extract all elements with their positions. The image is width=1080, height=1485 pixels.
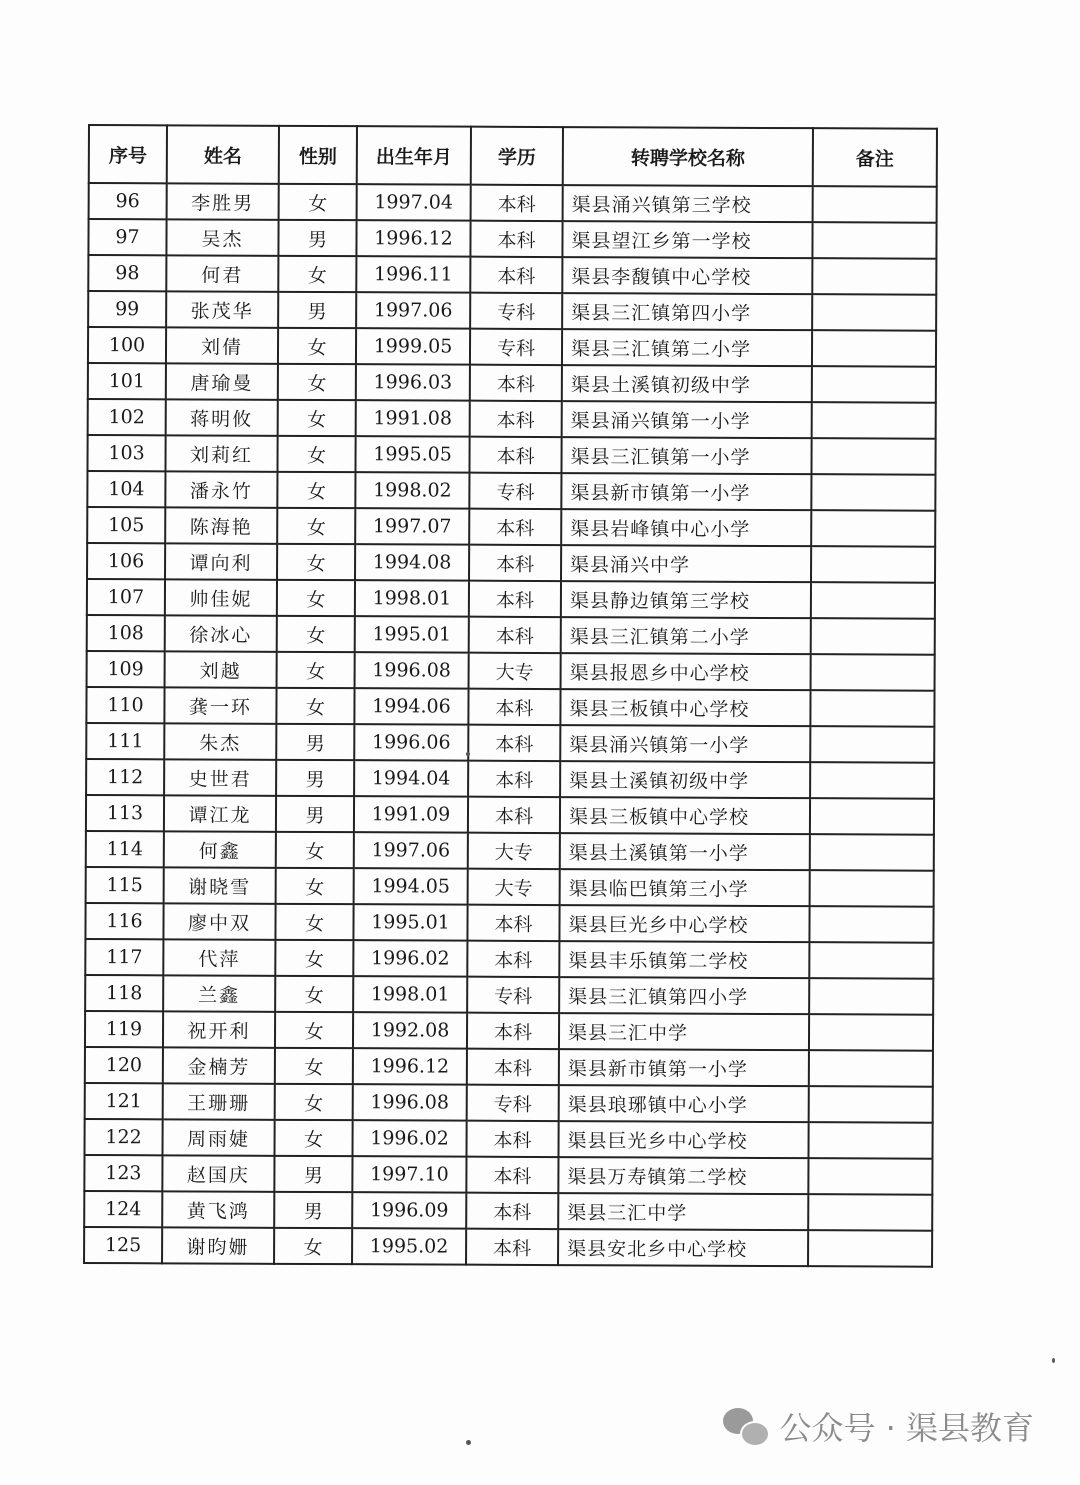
cell-remarks — [809, 1086, 933, 1123]
cell-remarks — [808, 1122, 932, 1159]
table-row — [84, 1227, 932, 1267]
cell-education: 本科 — [469, 437, 561, 473]
cell-education: 本科 — [470, 401, 562, 437]
cell-education: 本科 — [466, 1193, 558, 1229]
cell-education: 专科 — [470, 293, 562, 329]
cell-school: 渠县报恩乡中心学校 — [561, 653, 811, 690]
cell-index: 113 — [86, 795, 164, 831]
scan-speck — [466, 1440, 471, 1445]
cell-remarks — [809, 1050, 933, 1087]
cell-gender: 女 — [275, 1084, 353, 1120]
cell-index: 100 — [88, 327, 166, 363]
table-row — [85, 1119, 933, 1159]
cell-remarks — [811, 654, 935, 691]
cell-remarks — [812, 402, 936, 439]
cell-remarks — [810, 762, 934, 799]
cell-name: 谭向利 — [165, 543, 277, 579]
table-row — [86, 687, 934, 727]
table-body — [84, 183, 937, 1267]
cell-education: 专科 — [467, 1085, 559, 1121]
cell-remarks — [812, 258, 936, 295]
cell-index: 119 — [85, 1011, 163, 1047]
header-education: 学历 — [471, 127, 563, 185]
header-remarks: 备注 — [813, 128, 937, 187]
cell-gender: 女 — [278, 256, 356, 292]
cell-index: 105 — [87, 507, 165, 543]
table-row — [87, 471, 935, 511]
cell-education: 本科 — [470, 221, 562, 257]
table-row — [85, 903, 933, 943]
cell-gender: 女 — [274, 1120, 352, 1156]
cell-index: 124 — [84, 1191, 162, 1227]
cell-education: 本科 — [466, 1121, 558, 1157]
cell-index: 106 — [87, 543, 165, 579]
cell-birth: 1996.08 — [353, 1084, 467, 1120]
cell-school: 渠县琅琊镇中心小学 — [559, 1085, 809, 1122]
cell-birth: 1996.06 — [354, 724, 468, 760]
watermark-text: 公众号 · 渠县教育 — [779, 1409, 1034, 1447]
cell-education: 专科 — [467, 977, 559, 1013]
cell-education: 本科 — [467, 905, 559, 941]
cell-gender: 女 — [278, 400, 356, 436]
cell-index: 109 — [87, 651, 165, 687]
cell-school: 渠县新市镇第一小学 — [559, 1049, 809, 1086]
cell-school: 渠县岩峰镇中心小学 — [561, 509, 811, 546]
cell-name: 潘永竹 — [165, 471, 277, 507]
cell-gender: 女 — [278, 364, 356, 400]
cell-school: 渠县巨光乡中心学校 — [559, 905, 809, 942]
cell-birth: 1994.04 — [354, 760, 468, 796]
cell-name: 徐冰心 — [165, 615, 277, 651]
cell-index: 103 — [87, 435, 165, 471]
table-row — [84, 1191, 932, 1231]
cell-education: 专科 — [469, 473, 561, 509]
cell-school: 渠县三汇中学 — [559, 1013, 809, 1050]
cell-index: 97 — [88, 219, 166, 255]
watermark — [723, 1403, 1034, 1449]
cell-birth: 1994.06 — [354, 688, 468, 724]
cell-gender: 女 — [277, 436, 355, 472]
cell-birth: 1999.05 — [356, 328, 470, 364]
table-row — [89, 183, 937, 223]
cell-name: 何鑫 — [164, 831, 276, 867]
cell-education: 大专 — [469, 653, 561, 689]
table-row — [85, 1047, 933, 1087]
cell-index: 118 — [85, 975, 163, 1011]
cell-birth: 1998.01 — [355, 580, 469, 616]
cell-gender: 女 — [277, 652, 355, 688]
cell-remarks — [813, 186, 937, 223]
cell-name: 刘越 — [165, 651, 277, 687]
cell-gender: 女 — [276, 868, 354, 904]
cell-gender: 女 — [275, 1048, 353, 1084]
cell-birth: 1997.06 — [356, 292, 470, 328]
cell-education: 本科 — [468, 725, 560, 761]
table-row — [87, 651, 935, 691]
table-row — [88, 219, 936, 259]
cell-index: 98 — [88, 255, 166, 291]
cell-gender: 女 — [276, 832, 354, 868]
cell-name: 周雨婕 — [163, 1119, 275, 1155]
cell-name: 谭江龙 — [164, 795, 276, 831]
cell-gender: 女 — [277, 580, 355, 616]
cell-name: 黄飞鸿 — [162, 1191, 274, 1227]
header-name: 姓名 — [167, 125, 279, 183]
cell-gender: 女 — [277, 544, 355, 580]
cell-index: 120 — [85, 1047, 163, 1083]
cell-gender: 女 — [276, 688, 354, 724]
cell-birth: 1995.05 — [355, 436, 469, 472]
cell-gender: 男 — [278, 292, 356, 328]
cell-school: 渠县望江乡第一学校 — [562, 221, 812, 258]
table-row — [88, 255, 936, 295]
cell-school: 渠县涌兴镇第三学校 — [563, 185, 813, 222]
cell-school: 渠县李馥镇中心学校 — [562, 257, 812, 294]
cell-name: 张茂华 — [166, 291, 278, 327]
cell-index: 110 — [86, 687, 164, 723]
cell-name: 陈海艳 — [165, 507, 277, 543]
cell-birth: 1991.09 — [354, 796, 468, 832]
cell-birth: 1998.01 — [353, 976, 467, 1012]
cell-birth: 1996.02 — [353, 940, 467, 976]
cell-school: 渠县土溪镇初级中学 — [560, 761, 810, 798]
cell-name: 唐瑜曼 — [166, 363, 278, 399]
cell-name: 朱杰 — [164, 723, 276, 759]
cell-birth: 1995.01 — [353, 904, 467, 940]
cell-school: 渠县新市镇第一小学 — [561, 473, 811, 510]
cell-name: 李胜男 — [167, 183, 279, 219]
cell-school: 渠县土溪镇第一小学 — [560, 833, 810, 870]
cell-gender: 女 — [277, 616, 355, 652]
table-row — [85, 1011, 933, 1051]
cell-remarks — [808, 1230, 932, 1267]
cell-name: 金楠芳 — [163, 1047, 275, 1083]
cell-education: 本科 — [468, 761, 560, 797]
cell-name: 刘倩 — [166, 327, 278, 363]
header-gender: 性别 — [279, 126, 357, 184]
cell-school: 渠县三汇镇第四小学 — [559, 977, 809, 1014]
cell-remarks — [809, 978, 933, 1015]
table-row — [86, 831, 934, 871]
cell-remarks — [812, 222, 936, 259]
cell-remarks — [811, 510, 935, 547]
cell-gender: 男 — [274, 1192, 352, 1228]
table-row — [86, 795, 934, 835]
cell-education: 本科 — [468, 797, 560, 833]
table-row — [88, 399, 936, 439]
cell-index: 121 — [85, 1083, 163, 1119]
cell-school: 渠县三汇镇第一小学 — [561, 437, 811, 474]
cell-school: 渠县丰乐镇第二学校 — [559, 941, 809, 978]
cell-gender: 女 — [274, 1228, 352, 1264]
cell-remarks — [811, 438, 935, 475]
cell-index: 114 — [86, 831, 164, 867]
cell-gender: 女 — [278, 328, 356, 364]
cell-birth: 1997.06 — [354, 832, 468, 868]
cell-school: 渠县静边镇第三学校 — [561, 581, 811, 618]
cell-index: 104 — [87, 471, 165, 507]
cell-name: 谢昀姗 — [162, 1227, 274, 1263]
cell-gender: 女 — [275, 904, 353, 940]
cell-name: 祝开利 — [163, 1011, 275, 1047]
cell-school: 渠县涌兴镇第一小学 — [560, 725, 810, 762]
cell-index: 116 — [85, 903, 163, 939]
cell-birth: 1997.07 — [355, 508, 469, 544]
cell-birth: 1996.11 — [356, 256, 470, 292]
cell-name: 代萍 — [163, 939, 275, 975]
cell-gender: 女 — [277, 508, 355, 544]
cell-birth: 1996.08 — [355, 652, 469, 688]
cell-birth: 1998.02 — [355, 472, 469, 508]
cell-gender: 女 — [279, 184, 357, 220]
cell-education: 本科 — [470, 365, 562, 401]
cell-index: 96 — [89, 183, 167, 219]
table-row — [85, 1083, 933, 1123]
cell-name: 蒋明攸 — [166, 399, 278, 435]
cell-index: 115 — [86, 867, 164, 903]
cell-index: 112 — [86, 759, 164, 795]
table-row — [87, 543, 935, 583]
table-row — [85, 975, 933, 1015]
cell-remarks — [810, 834, 934, 871]
cell-school: 渠县三板镇中心学校 — [560, 689, 810, 726]
cell-remarks — [809, 906, 933, 943]
cell-birth: 1996.03 — [356, 364, 470, 400]
cell-birth: 1996.12 — [353, 1048, 467, 1084]
cell-birth: 1995.02 — [352, 1228, 466, 1264]
table-row — [87, 435, 935, 475]
cell-education: 大专 — [468, 869, 560, 905]
cell-birth: 1996.12 — [356, 220, 470, 256]
cell-education: 本科 — [469, 545, 561, 581]
scan-speck — [1052, 1358, 1055, 1363]
cell-remarks — [808, 1158, 932, 1195]
table-row — [88, 291, 936, 331]
cell-gender: 男 — [274, 1156, 352, 1192]
cell-name: 谢晓雪 — [164, 867, 276, 903]
cell-name: 帅佳妮 — [165, 579, 277, 615]
header-school: 转聘学校名称 — [563, 127, 813, 186]
cell-gender: 女 — [275, 1012, 353, 1048]
table-row — [88, 327, 936, 367]
table-row — [87, 507, 935, 547]
cell-education: 本科 — [471, 185, 563, 221]
cell-remarks — [809, 942, 933, 979]
table-row — [88, 363, 936, 403]
cell-index: 107 — [87, 579, 165, 615]
cell-name: 兰鑫 — [163, 975, 275, 1011]
cell-remarks — [811, 582, 935, 619]
cell-remarks — [812, 366, 936, 403]
cell-gender: 男 — [278, 220, 356, 256]
cell-remarks — [810, 690, 934, 727]
cell-gender: 女 — [275, 940, 353, 976]
cell-remarks — [810, 870, 934, 907]
cell-index: 99 — [88, 291, 166, 327]
cell-gender: 男 — [276, 760, 354, 796]
cell-school: 渠县涌兴中学 — [561, 545, 811, 582]
cell-remarks — [811, 474, 935, 511]
cell-remarks — [811, 618, 935, 655]
cell-education: 本科 — [466, 1157, 558, 1193]
cell-education: 本科 — [467, 1049, 559, 1085]
cell-remarks — [808, 1194, 932, 1231]
table-row — [87, 579, 935, 619]
cell-birth: 1991.08 — [356, 400, 470, 436]
cell-index: 101 — [88, 363, 166, 399]
cell-name: 赵国庆 — [162, 1155, 274, 1191]
cell-school: 渠县土溪镇初级中学 — [562, 365, 812, 402]
cell-index: 108 — [87, 615, 165, 651]
cell-index: 117 — [85, 939, 163, 975]
table-row — [87, 615, 935, 655]
cell-birth: 1996.02 — [352, 1120, 466, 1156]
cell-school: 渠县万寿镇第二学校 — [558, 1157, 808, 1194]
wechat-icon — [723, 1406, 769, 1446]
table-row — [86, 759, 934, 799]
cell-remarks — [812, 294, 936, 331]
cell-school: 渠县巨光乡中心学校 — [558, 1121, 808, 1158]
cell-school: 渠县三汇镇第四小学 — [562, 293, 812, 330]
cell-birth: 1994.05 — [354, 868, 468, 904]
cell-school: 渠县临巴镇第三小学 — [560, 869, 810, 906]
header-index: 序号 — [89, 125, 167, 183]
table-row — [86, 867, 934, 907]
cell-education: 本科 — [466, 1229, 558, 1265]
cell-index: 123 — [84, 1155, 162, 1191]
table-row — [86, 723, 934, 763]
cell-name: 廖中双 — [163, 903, 275, 939]
header-birth: 出生年月 — [357, 126, 471, 184]
cell-birth: 1992.08 — [353, 1012, 467, 1048]
cell-school: 渠县三汇镇第二小学 — [561, 617, 811, 654]
cell-name: 刘莉红 — [165, 435, 277, 471]
cell-education: 本科 — [467, 1013, 559, 1049]
scanned-sheet — [83, 124, 936, 1268]
cell-gender: 男 — [276, 724, 354, 760]
cell-index: 122 — [85, 1119, 163, 1155]
table-row — [85, 939, 933, 979]
teacher-transfer-table — [83, 124, 938, 1268]
cell-remarks — [810, 726, 934, 763]
cell-gender: 女 — [277, 472, 355, 508]
cell-school: 渠县三汇中学 — [558, 1193, 808, 1230]
cell-education: 专科 — [470, 329, 562, 365]
cell-birth: 1997.10 — [352, 1156, 466, 1192]
cell-name: 王珊珊 — [163, 1083, 275, 1119]
cell-remarks — [809, 1014, 933, 1051]
cell-school: 渠县三汇镇第二小学 — [562, 329, 812, 366]
cell-school: 渠县涌兴镇第一小学 — [562, 401, 812, 438]
cell-remarks — [811, 546, 935, 583]
cell-gender: 男 — [276, 796, 354, 832]
cell-education: 本科 — [469, 509, 561, 545]
cell-name: 何君 — [166, 255, 278, 291]
cell-education: 本科 — [470, 257, 562, 293]
table-row — [84, 1155, 932, 1195]
cell-school: 渠县安北乡中心学校 — [558, 1229, 808, 1266]
cell-birth: 1996.09 — [352, 1192, 466, 1228]
cell-index: 111 — [86, 723, 164, 759]
cell-education: 本科 — [469, 581, 561, 617]
cell-index: 102 — [88, 399, 166, 435]
cell-education: 大专 — [468, 833, 560, 869]
cell-education: 本科 — [469, 617, 561, 653]
cell-birth: 1994.08 — [355, 544, 469, 580]
cell-education: 本科 — [467, 941, 559, 977]
cell-name: 史世君 — [164, 759, 276, 795]
cell-school: 渠县三板镇中心学校 — [560, 797, 810, 834]
cell-index: 125 — [84, 1227, 162, 1263]
cell-birth: 1997.04 — [357, 184, 471, 220]
cell-name: 吴杰 — [166, 219, 278, 255]
cell-name: 龚一环 — [164, 687, 276, 723]
cell-birth: 1995.01 — [355, 616, 469, 652]
cell-remarks — [810, 798, 934, 835]
cell-gender: 女 — [275, 976, 353, 1012]
scan-speck — [466, 752, 470, 756]
cell-remarks — [812, 330, 936, 367]
cell-education: 本科 — [468, 689, 560, 725]
table-header-row — [89, 125, 937, 187]
